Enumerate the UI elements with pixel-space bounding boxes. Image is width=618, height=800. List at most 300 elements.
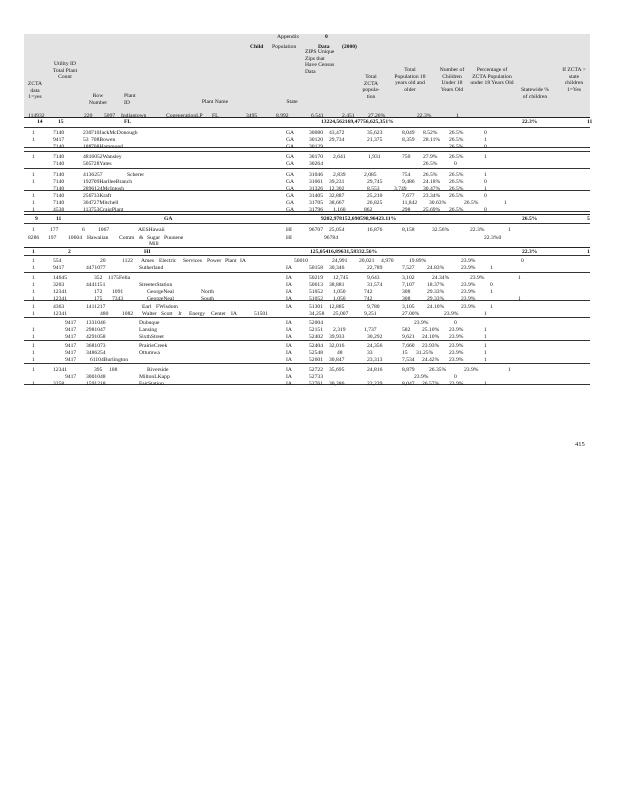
table-cell: Riverside	[147, 367, 169, 373]
table-cell: 39,933	[329, 334, 345, 340]
table-cell: 1	[32, 193, 35, 199]
table-cell: 18.37%	[427, 282, 445, 288]
table-cell: 1,931	[368, 154, 381, 160]
table-cell: 8,158	[402, 227, 415, 233]
table-cell: 7,527	[402, 265, 415, 271]
table-cell: 7140	[53, 193, 65, 199]
table-cell: 43,472	[329, 130, 345, 136]
table-cell: 8,049	[402, 130, 415, 136]
row-rule	[24, 317, 590, 318]
table-cell: 30,346	[329, 265, 345, 271]
table-cell: 2981047	[86, 327, 106, 333]
table-cell: 1	[32, 130, 35, 136]
table-cell: 9417	[65, 357, 77, 363]
table-cell: 26.5%	[449, 179, 464, 185]
table-cell: 4136257	[83, 172, 103, 178]
table-cell: 8,553	[367, 186, 380, 192]
table-cell: 23.9%	[414, 320, 429, 326]
table-cell: IA	[286, 296, 292, 302]
table-cell: GA	[286, 137, 295, 143]
table-cell: CogenerationLP	[166, 113, 203, 119]
table-cell: 742	[364, 296, 373, 302]
table-cell: GeorgeNeal	[147, 289, 174, 295]
table-cell: 750	[402, 154, 411, 160]
table-cell: 26.5%	[423, 172, 438, 178]
header-zips: ZIPS Unique Zips that Have Census Data	[305, 49, 335, 75]
table-cell: 24.18%	[423, 179, 441, 185]
table-cell: 1	[490, 265, 493, 271]
table-cell: 1	[32, 258, 35, 264]
table-cell: 7,660	[402, 343, 415, 349]
table-cell: South	[201, 296, 215, 302]
table-cell: 177	[50, 227, 59, 233]
table-cell: 51052	[309, 296, 323, 302]
table-cell: 1	[484, 186, 487, 192]
table-cell: 26.5%	[449, 172, 464, 178]
table-cell: 1	[456, 113, 459, 119]
title-appendix: Appendix	[277, 34, 300, 40]
table-cell: 352	[94, 275, 103, 281]
table-cell: 34,258	[309, 311, 325, 317]
table-cell: 9,486	[402, 179, 415, 185]
table-cell: 308	[402, 296, 411, 302]
table-cell: 3,105	[402, 304, 415, 310]
subtotal-cell: 26.5%	[522, 216, 538, 222]
table-cell: 1	[484, 357, 487, 363]
subtotal-cell: 5	[587, 216, 590, 222]
table-cell: 12,302	[329, 186, 345, 192]
table-cell: 48	[337, 350, 343, 356]
table-cell: 3495	[246, 113, 258, 119]
subtotal-cell: 13224,562169,47756,625,351%	[321, 119, 394, 125]
table-cell: 7140	[53, 172, 65, 178]
table-cell: 5097	[104, 113, 116, 119]
table-cell: IA	[286, 275, 292, 281]
table-cell: 709HarlleeBranch	[91, 179, 133, 185]
table-cell: 395	[94, 367, 103, 373]
header-utility-id: Utility ID Total Plant Count	[52, 61, 78, 81]
table-cell: GA	[286, 161, 295, 167]
table-cell: StreeterStation	[139, 282, 173, 288]
table-cell: 23.9%	[449, 381, 464, 387]
row-rule	[24, 384, 590, 385]
table-cell: 9,780	[367, 304, 380, 310]
table-cell: Mill	[149, 241, 159, 247]
table-cell: 728Yates	[91, 161, 112, 167]
table-cell: 9,621	[402, 334, 415, 340]
table-cell: 23.9%	[449, 327, 464, 333]
table-cell: 24.34%	[432, 275, 450, 281]
subtotal-cell: 1	[32, 249, 35, 255]
table-cell: 23.9%	[470, 275, 485, 281]
table-cell: 50010	[294, 258, 308, 264]
table-cell: 29,745	[367, 179, 383, 185]
table-cell: 30080	[309, 130, 323, 136]
table-cell: 23.9%	[461, 304, 476, 310]
table-cell: 1,160	[333, 207, 346, 213]
table-cell: 1	[484, 350, 487, 356]
table-cell: HI	[286, 227, 292, 233]
row-rule	[24, 223, 590, 224]
table-cell: 113	[83, 207, 92, 213]
table-cell: 1	[504, 200, 507, 206]
table-cell: 39,231	[329, 179, 345, 185]
table-cell: Scherer	[127, 172, 145, 178]
table-cell: 2,085	[364, 172, 377, 178]
subtotal-cell: 22.3%	[522, 249, 538, 255]
table-cell: Dubuque	[139, 320, 160, 326]
table-cell: Energy	[189, 311, 206, 317]
subtotal-cell: 9202,978152,690598,96423.11%	[321, 216, 397, 222]
header-pct-zcta: Percentage of ZCTA Population under 18 Years Old	[470, 67, 514, 87]
table-cell: 30.47%	[423, 186, 441, 192]
table-cell: 31,574	[367, 282, 383, 288]
table-cell: 15	[402, 350, 408, 356]
table-cell: 9417	[65, 327, 77, 333]
subtotal-cell: 1	[587, 249, 590, 255]
table-cell: 0	[484, 130, 487, 136]
row-rule	[24, 300, 590, 301]
table-cell: 33	[367, 350, 373, 356]
table-cell: 9417	[65, 374, 77, 380]
table-cell: 7140	[53, 186, 65, 192]
table-cell: 708Hammond	[91, 144, 124, 150]
table-cell: Walter	[142, 311, 157, 317]
table-cell: Puunene	[164, 235, 184, 241]
row-rule	[24, 151, 590, 152]
table-cell: GA	[286, 207, 295, 213]
table-cell: 3,749	[394, 186, 407, 192]
table-cell: 26.35%	[429, 367, 447, 373]
title-appendix-number: 0	[325, 34, 328, 40]
table-cell: 3486254	[86, 350, 106, 356]
table-cell: 0	[454, 320, 457, 326]
table-cell: 175	[94, 296, 103, 302]
table-cell: GA	[286, 186, 295, 192]
table-cell: 1	[32, 137, 35, 143]
table-cell: 7,677	[402, 193, 415, 199]
table-cell: 0	[484, 207, 487, 213]
table-cell: 32,016	[329, 343, 345, 349]
table-cell: 4291058	[86, 334, 106, 340]
table-cell: 24.10%	[422, 334, 440, 340]
table-cell: Hawaiian	[87, 235, 109, 241]
subtotal-cell: 2	[68, 249, 71, 255]
table-cell: 27.00%	[402, 311, 420, 317]
table-cell: 1	[484, 154, 487, 160]
table-cell: 114932	[28, 113, 45, 119]
table-cell: 31061	[309, 179, 323, 185]
row-rule	[24, 214, 590, 215]
table-cell: 742	[364, 289, 373, 295]
table-cell: 1	[32, 289, 35, 295]
table-cell: 30129	[309, 144, 323, 150]
table-cell: 12,745	[333, 275, 349, 281]
table-cell: 3001048	[86, 374, 106, 380]
table-cell: 96707	[309, 227, 323, 233]
table-cell: 31796	[309, 207, 323, 213]
table-cell: 29.33%	[427, 296, 445, 302]
table-cell: 51301	[309, 304, 323, 310]
table-cell: 1	[32, 327, 35, 333]
table-cell: 51052	[309, 289, 323, 295]
table-cell: 31405	[309, 193, 323, 199]
table-cell: 12341	[53, 311, 67, 317]
table-cell: 1,737	[364, 327, 377, 333]
table-cell: Plant	[225, 258, 237, 264]
table-cell: GA	[286, 130, 295, 136]
table-cell: FL	[212, 113, 219, 119]
table-cell: IA	[286, 381, 292, 387]
table-cell: 1	[484, 172, 487, 178]
title-child: Child	[250, 44, 264, 50]
table-cell: 26.5%	[449, 137, 464, 143]
table-cell: 9417	[65, 350, 77, 356]
table-cell: 30,847	[329, 357, 345, 363]
table-cell: 1	[518, 296, 521, 302]
table-cell: 1	[32, 154, 35, 160]
table-cell: 7,107	[402, 282, 415, 288]
table-cell: Ames	[141, 258, 155, 264]
table-cell: 754	[402, 172, 411, 178]
title-year: (2000)	[342, 44, 357, 50]
table-cell: 24.83%	[427, 265, 445, 271]
table-cell: 32,887	[329, 193, 345, 199]
table-cell: 505	[83, 161, 92, 167]
table-cell: 26,825	[367, 200, 383, 206]
table-cell: 26.5%	[464, 200, 479, 206]
table-cell: Comm	[119, 235, 135, 241]
table-cell: 22,239	[367, 381, 383, 387]
table-cell: 4363	[53, 304, 65, 310]
table-cell: 7140	[53, 154, 65, 160]
table-cell: 53	[83, 137, 89, 143]
table-cell: 7140	[53, 130, 65, 136]
table-cell: 1	[32, 227, 35, 233]
subtotal-cell: GA	[164, 216, 173, 222]
table-cell: 7140	[53, 200, 65, 206]
table-cell: 1067	[98, 227, 110, 233]
table-cell: 61104Burlington	[90, 357, 129, 363]
table-cell: 1331046	[86, 320, 106, 326]
table-cell: 554	[53, 258, 62, 264]
header-zcta-data: ZCTA data 1=yes	[27, 81, 43, 101]
table-cell: IA	[286, 334, 292, 340]
table-cell: 2,839	[333, 172, 346, 178]
table-cell: GA	[286, 200, 295, 206]
table-cell: Electric	[159, 258, 177, 264]
table-cell: Ottumwa	[139, 350, 160, 356]
table-cell: FairStation	[139, 381, 164, 387]
subtotal-cell: 9	[35, 216, 38, 222]
header-row-number: Row Number	[88, 93, 108, 106]
table-cell: 8,879	[402, 367, 415, 373]
table-cell: IA	[240, 258, 246, 264]
table-cell: 23.9%	[461, 282, 476, 288]
table-cell: IA	[286, 327, 292, 333]
table-cell: 1	[518, 275, 521, 281]
table-cell: 50613	[309, 282, 323, 288]
row-rule	[24, 363, 590, 364]
table-cell: 0	[484, 179, 487, 185]
table-cell: 298	[402, 207, 411, 213]
table-cell: 24,991	[332, 258, 348, 264]
table-cell: 7140	[53, 179, 65, 185]
table-cell: 25,054	[329, 227, 345, 233]
row-rule	[24, 255, 590, 256]
row-rule	[24, 340, 590, 341]
table-cell: 32.56%	[432, 227, 450, 233]
table-cell: IA	[286, 265, 292, 271]
table-cell: 26.5%	[449, 186, 464, 192]
table-cell: 30264	[309, 161, 323, 167]
table-cell: 50219	[309, 275, 323, 281]
table-cell: 9417	[65, 334, 77, 340]
table-cell: 708Bowen	[91, 137, 116, 143]
table-cell: 22.3%	[417, 113, 432, 119]
table-cell: 12341	[53, 289, 67, 295]
table-cell: 29,734	[329, 137, 345, 143]
table-cell: 9417	[53, 265, 65, 271]
table-cell: 31.25%	[416, 350, 434, 356]
table-cell: 51501	[254, 311, 268, 317]
table-cell: 2,319	[333, 327, 346, 333]
table-cell: 862	[364, 207, 373, 213]
table-cell: North	[201, 289, 215, 295]
table-cell: 25.69%	[423, 207, 441, 213]
table-cell: GA	[286, 193, 295, 199]
table-cell: 0	[454, 161, 457, 167]
table-cell: 1082	[122, 311, 134, 317]
table-cell: 26.5%	[423, 161, 438, 167]
table-cell: 1	[508, 367, 511, 373]
table-cell: 3681073	[86, 343, 106, 349]
table-cell: 52601	[309, 357, 323, 363]
table-cell: 23.34%	[423, 193, 441, 199]
table-cell: 9,251	[364, 311, 377, 317]
table-cell: 9417	[65, 343, 77, 349]
page-number: 415	[575, 441, 585, 448]
table-cell: 1122	[122, 258, 133, 264]
table-cell: 25.10%	[422, 327, 440, 333]
table-cell: 1	[32, 282, 35, 288]
table-cell: 1	[32, 200, 35, 206]
table-cell: IA	[231, 311, 237, 317]
table-cell: 8,992	[276, 113, 289, 119]
table-cell: 727Mitchell	[91, 200, 119, 206]
subtotal-cell: 22.3%	[522, 119, 538, 125]
table-cell: 1	[32, 179, 35, 185]
header-total-pop18: Total Population 18 years old and older	[394, 67, 426, 93]
table-cell: 1	[32, 381, 35, 387]
title-data: Data	[318, 44, 330, 50]
table-cell: IA	[286, 374, 292, 380]
table-cell: 2,451	[342, 113, 355, 119]
table-cell: 172	[94, 289, 103, 295]
table-cell: 3258	[53, 381, 65, 387]
table-cell: PrairieCreek	[139, 343, 168, 349]
table-cell: 1	[484, 334, 487, 340]
subtotal-cell: 15	[58, 119, 64, 125]
table-cell: 30,292	[367, 334, 383, 340]
table-cell: 30,286	[329, 381, 345, 387]
table-cell: 1	[32, 172, 35, 178]
table-cell: 38,881	[329, 282, 345, 288]
table-cell: 1	[32, 311, 35, 317]
table-cell: 52404	[309, 343, 323, 349]
table-cell: IA	[286, 357, 292, 363]
table-cell: 27.9%	[423, 154, 438, 160]
table-cell: 28.11%	[423, 137, 441, 143]
table-cell: 52151	[309, 327, 323, 333]
table-cell: 188	[83, 144, 92, 150]
table-cell: 1	[484, 137, 487, 143]
table-cell: 35,695	[329, 367, 345, 373]
table-cell: 52004	[309, 320, 323, 326]
table-cell: 23.9%	[464, 367, 479, 373]
table-cell: 1	[484, 311, 487, 317]
table-cell: IA	[286, 350, 292, 356]
table-cell: 20	[100, 258, 106, 264]
table-cell: 22.3%0	[484, 235, 502, 241]
table-cell: 11,842	[402, 200, 418, 206]
table-cell: 8286	[28, 235, 40, 241]
table-cell: 304	[83, 200, 92, 206]
table-cell: 21,375	[367, 137, 383, 143]
table-cell: 27.26%	[368, 113, 386, 119]
table-cell: 24.10%	[427, 304, 445, 310]
table-cell: 8,359	[402, 137, 415, 143]
table-cell: 0	[484, 193, 487, 199]
table-cell: 26.5%	[449, 193, 464, 199]
table-cell: 1	[32, 296, 35, 302]
table-cell: 30120	[309, 137, 323, 143]
table-cell: 52761	[309, 381, 323, 387]
table-cell: 582	[402, 327, 411, 333]
table-cell: 1	[484, 381, 487, 387]
table-cell: Jr	[178, 311, 183, 317]
table-cell: 2,641	[333, 154, 346, 160]
table-cell: 35,623	[367, 130, 383, 136]
table-cell: 26.57%	[422, 381, 440, 387]
table-cell: 1175Fella	[108, 275, 131, 281]
subtotal-cell: 125,05416,89631,58332.56%	[310, 249, 378, 255]
table-cell: 14645	[53, 275, 67, 281]
table-cell: 1	[490, 289, 493, 295]
table-cell: 22.3%	[470, 227, 485, 233]
table-cell: 23.9%	[461, 258, 476, 264]
table-cell: Lansing	[139, 327, 158, 333]
table-cell: 7343	[112, 296, 124, 302]
table-cell: 1	[32, 304, 35, 310]
table-cell: 26.5%	[449, 154, 464, 160]
table-cell: 0	[521, 258, 524, 264]
subtotal-cell: FL	[124, 119, 132, 125]
table-cell: 10604	[68, 235, 82, 241]
table-cell: 23.9%	[414, 374, 429, 380]
table-cell: GA	[286, 172, 295, 178]
table-cell: 52402	[309, 334, 323, 340]
table-cell: IA	[286, 304, 292, 310]
table-cell: 0	[490, 282, 493, 288]
header-statewide: Statewide % of children	[520, 87, 550, 100]
table-cell: 710JackMcDonough	[91, 130, 138, 136]
table-cell: 6	[82, 227, 85, 233]
table-cell: 38,667	[329, 200, 345, 206]
table-cell: 31046	[309, 172, 323, 178]
table-cell: 230	[83, 130, 92, 136]
table-cell: Power	[207, 258, 222, 264]
